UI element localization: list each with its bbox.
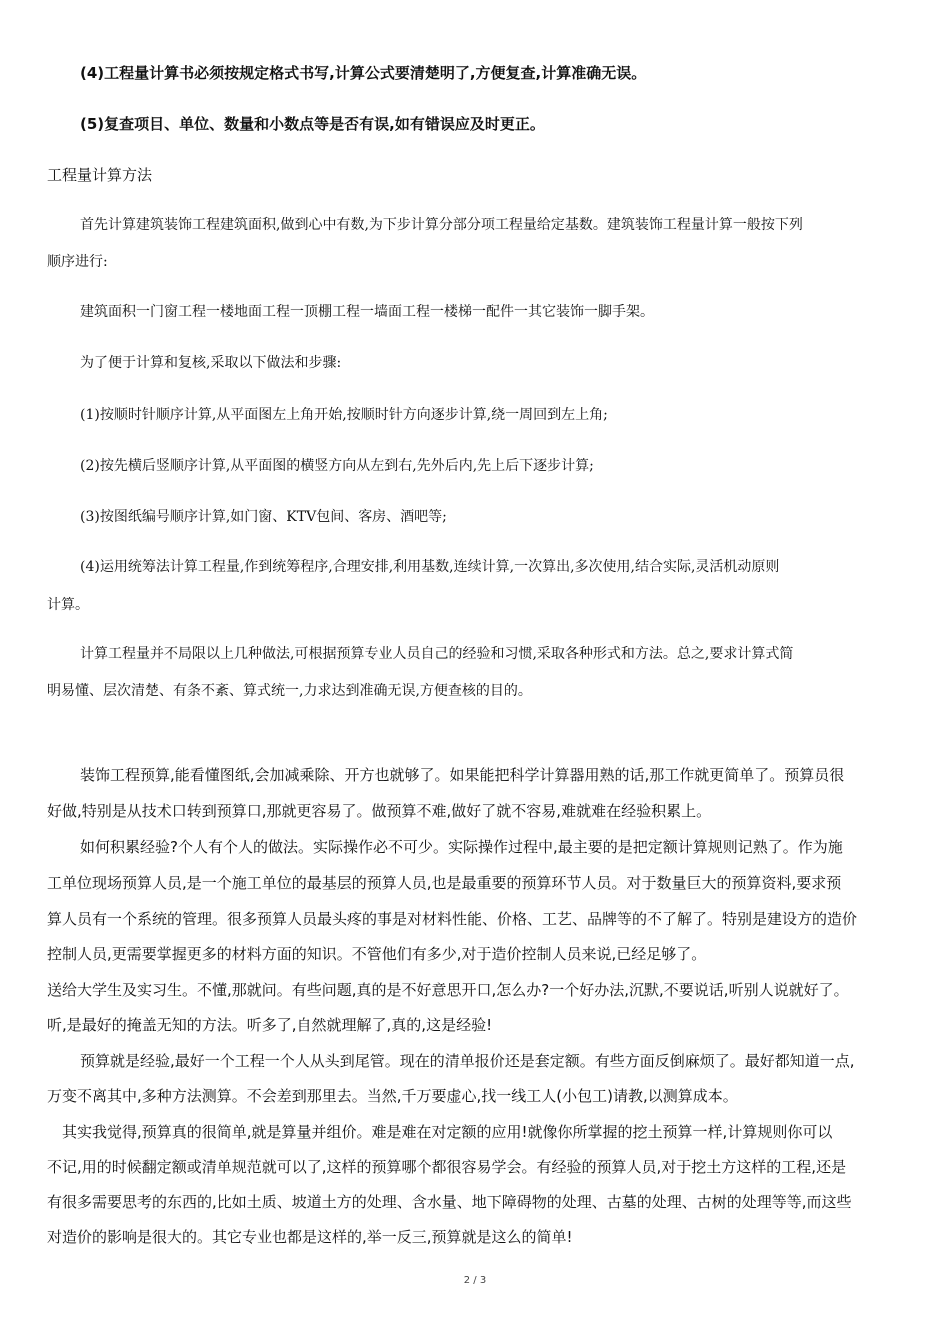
list-item-4: (4)工程量计算书必须按规定格式书写,计算公式要清楚明了,方便复查,计算准确无误。 — [80, 64, 647, 82]
essay-p2-line-4: 控制人员,更需要掌握更多的材料方面的知识。不管他们有多少,对于造价控制人员来说,已经足够了。 — [47, 945, 707, 963]
list-item-5: (5)复查项目、单位、数量和小数点等是否有误,如有错误应及时更正。 — [80, 115, 545, 133]
calc-order: 建筑面积一门窗工程一楼地面工程一顶棚工程一墙面工程一楼梯一配件一其它装饰一脚手架。 — [80, 304, 654, 320]
step-1: (1)按顺时针顺序计算,从平面图左上角开始,按顺时针方向逐步计算,绕一周回到左上角; — [80, 407, 608, 423]
step-3: (3)按图纸编号顺序计算,如门窗、KTV包间、客房、酒吧等; — [80, 509, 447, 525]
essay-p3-line-2: 听,是最好的掩盖无知的方法。听多了,自然就理解了,真的,这是经验! — [47, 1016, 493, 1034]
step-4-line-2: 计算。 — [47, 597, 89, 613]
section-title: 工程量计算方法 — [47, 166, 153, 184]
step-4-line-1: (4)运用统筹法计算工程量,作到统筹程序,合理安排,利用基数,连续计算,一次算出,多次使用,结合实际,灵活机动原则 — [80, 559, 780, 575]
intro-line-2: 顺序进行: — [47, 254, 108, 270]
essay-p5-line-1: 其实我觉得,预算真的很简单,就是算量并组价。难是难在对定额的应用!就像你所掌握的挖土预算一样,计算规则你可以 — [62, 1123, 833, 1141]
steps-intro: 为了便于计算和复核,采取以下做法和步骤: — [80, 355, 342, 371]
essay-p5-line-2: 不记,用的时候翻定额或清单规范就可以了,这样的预算哪个都很容易学会。有经验的预算人员,对于挖土方这样的工程,还是 — [47, 1158, 847, 1176]
intro-line-1: 首先计算建筑装饰工程建筑面积,做到心中有数,为下步计算分部分项工程量给定基数。建筑装饰工程量计算一般按下列 — [80, 217, 803, 233]
summary-line-2: 明易懂、层次清楚、有条不紊、算式统一,力求达到准确无误,方便查核的目的。 — [47, 683, 532, 699]
essay-p4-line-2: 万变不离其中,多种方法测算。不会差到那里去。当然,千万要虚心,找一线工人(小包工)请教,以测算成本。 — [47, 1087, 738, 1105]
essay-p5-line-4: 对造价的影响是很大的。其它专业也都是这样的,举一反三,预算就是这么的简单! — [47, 1228, 573, 1246]
essay-p4-line-1: 预算就是经验,最好一个工程一个人从头到尾管。现在的清单报价还是套定额。有些方面反倒麻烦了。最好都知道一点, — [80, 1052, 855, 1070]
essay-p2-line-3: 算人员有一个系统的管理。很多预算人员最头疼的事是对材料性能、价格、工艺、品牌等的不了解了。特别是建设方的造价 — [47, 910, 858, 928]
essay-p1-line-1: 装饰工程预算,能看懂图纸,会加减乘除、开方也就够了。如果能把科学计算器用熟的话,那工作就更简单了。预算员很 — [80, 766, 845, 784]
essay-p3-line-1: 送给大学生及实习生。不懂,那就问。有些问题,真的是不好意思开口,怎么办?一个好办法,沉默,不要说话,听别人说就好了。 — [47, 981, 849, 999]
essay-p5-line-3: 有很多需要思考的东西的,比如土质、坡道土方的处理、含水量、地下障碍物的处理、古墓的处理、古树的处理等等,而这些 — [47, 1193, 852, 1211]
step-2: (2)按先横后竖顺序计算,从平面图的横竖方向从左到右,先外后内,先上后下逐步计算; — [80, 458, 594, 474]
essay-p2-line-1: 如何积累经验?个人有个人的做法。实际操作必不可少。实际操作过程中,最主要的是把定额计算规则记熟了。作为施 — [80, 838, 843, 856]
essay-p1-line-2: 好做,特别是从技术口转到预算口,那就更容易了。做预算不难,做好了就不容易,难就难在经验积累上。 — [47, 802, 712, 820]
essay-p2-line-2: 工单位现场预算人员,是一个施工单位的最基层的预算人员,也是最重要的预算环节人员。对于数量巨大的预算资料,要求预 — [47, 874, 842, 892]
summary-line-1: 计算工程量并不局限以上几种做法,可根据预算专业人员自己的经验和习惯,采取各种形式和方法。总之,要求计算式简 — [80, 646, 794, 662]
page-number: 2 / 3 — [463, 1275, 487, 1286]
